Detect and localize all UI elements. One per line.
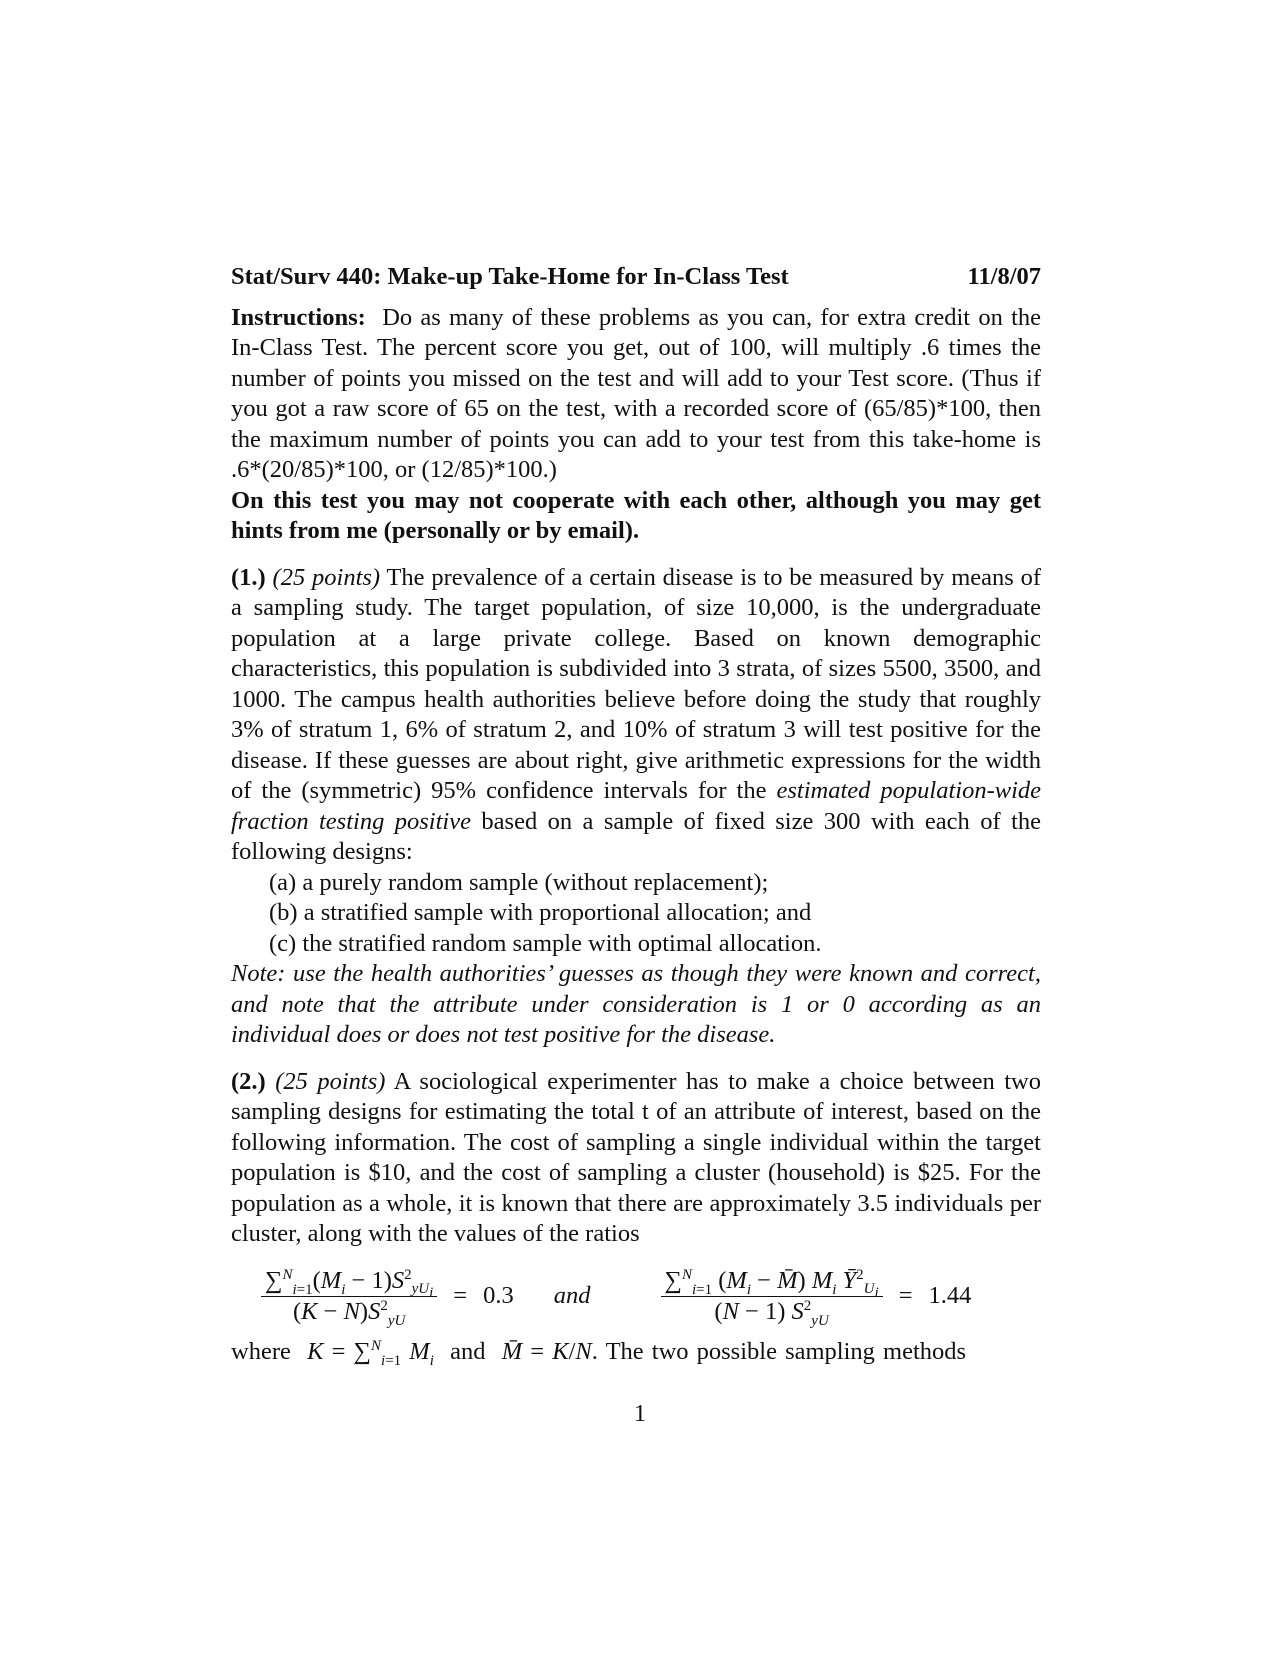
tail-text: The two possible sampling methods bbox=[605, 1337, 967, 1365]
problem-1-emphasis: estimated population-wide fraction testing positive bbox=[231, 777, 1042, 835]
ratio-1-value: 0.3 bbox=[483, 1281, 514, 1309]
problem-2-text: A sociological experimenter has to make a choice between two sampling designs for estimating the total t of an attribute of interest, based on the following information. The cost of sampling a single individual within the target population is $10, and the cost of sampling a cluster (household) is $25. For the population as a whole, it is known that there are approximately 3.5 individuals per cluster, along with the values of the ratios bbox=[231, 1067, 1041, 1247]
ratio-2-value: 1.44 bbox=[928, 1281, 972, 1309]
problem-2-number: (2.) bbox=[231, 1067, 266, 1095]
instructions-text: Do as many of these problems as you can, for extra credit on the In-Class Test. The percent score you get, out of 100, will multiply .6 times the number of points you missed on the test and will add to your Test score. (Thus if you got a raw score of 65 on the test, with a recorded score of (65/85)*100, then the maximum number of points you can add to your test from this take-home is .6*(20/85)*100, or (12/85)*100.) bbox=[231, 303, 1041, 483]
instructions-bold-note: On this test you may not cooperate with each other, although you may get hints from me (personally or by email). bbox=[231, 486, 1041, 544]
problem-2-points: (25 points) bbox=[275, 1067, 386, 1095]
list-item: (b) a stratified sample with proportional allocation; and bbox=[269, 899, 812, 926]
problem-1-note: Note: use the health authorities’ guesses as though they were known and correct, and note that the attribute under consideration is 1 or 0 according as an individual does or does not test positive for the disease. bbox=[231, 960, 1041, 1048]
where-word: where bbox=[231, 1337, 291, 1365]
page-number: 1 bbox=[633, 1400, 647, 1427]
ratio-2-fraction: $\frac{\sum^N_{i=1} (M_i - M̄) M_i Ȳ^2_{U_i}}{(N - 1) S^2_{yU}}$ bbox=[661, 1266, 883, 1327]
problem-1-design-list bbox=[269, 868, 1041, 960]
problem-1 bbox=[231, 563, 1041, 868]
instructions-paragraph bbox=[231, 303, 1041, 486]
where-and: and bbox=[450, 1337, 486, 1365]
ratio-formulas: $\frac{\sum^N_{i=1}(M_i - 1)S^2_{yU_i}}{(K - N)S^2_{yU}}$ = 0.3 and $\frac{\sum^N_{i=1} (M_i - M̄) M_i Ȳ^2_{U_i}}{(N - 1) S^2_{yU}}$ = 1.44 bbox=[261, 1266, 1041, 1327]
document-page bbox=[231, 262, 1041, 1367]
instructions-label: Instructions: bbox=[231, 303, 366, 331]
where-line: where K = ∑$^N_{i=1}$ $M_i$ and M̄ = K/N. The two possible sampling methods bbox=[231, 1337, 967, 1369]
document-title: Stat/Surv 440: Make-up Take-Home for In-Class Test bbox=[231, 263, 789, 290]
list-item: (a) a purely random sample (without replacement); bbox=[269, 868, 769, 896]
document-date: 11/8/07 bbox=[967, 263, 1041, 290]
ratio-1-fraction: $\frac{\sum^N_{i=1}(M_i - 1)S^2_{yU_i}}{(K - N)S^2_{yU}}$ bbox=[261, 1266, 437, 1327]
document-header bbox=[231, 262, 1041, 293]
problem-1-number: (1.) bbox=[231, 563, 266, 591]
problem-1-text-a: The prevalence of a certain disease is to be measured by means of a sampling study. The target population, of size 10,000, is the undergraduate population at a large private college. Based on known demographic characteristics, this population is subdivided into 3 strata, of sizes 5500, 3500, and 1000. The campus health authorities believe before doing the study that roughly 3% of stratum 1, 6% of stratum 2, and 10% of stratum 3 will test positive for the disease. If these guesses are about right, give arithmetic expressions for the width of the (symmetric) 95% confidence intervals for the bbox=[231, 563, 1042, 804]
ratio-and-word: and bbox=[553, 1281, 591, 1309]
problem-1-points: (25 points) bbox=[272, 563, 381, 591]
problem-2 bbox=[231, 1067, 1041, 1250]
list-item: (c) the stratified random sample with optimal allocation. bbox=[269, 929, 822, 957]
problem-1-text-b: based on a sample of fixed size 300 with each of the following designs: bbox=[231, 807, 1041, 865]
